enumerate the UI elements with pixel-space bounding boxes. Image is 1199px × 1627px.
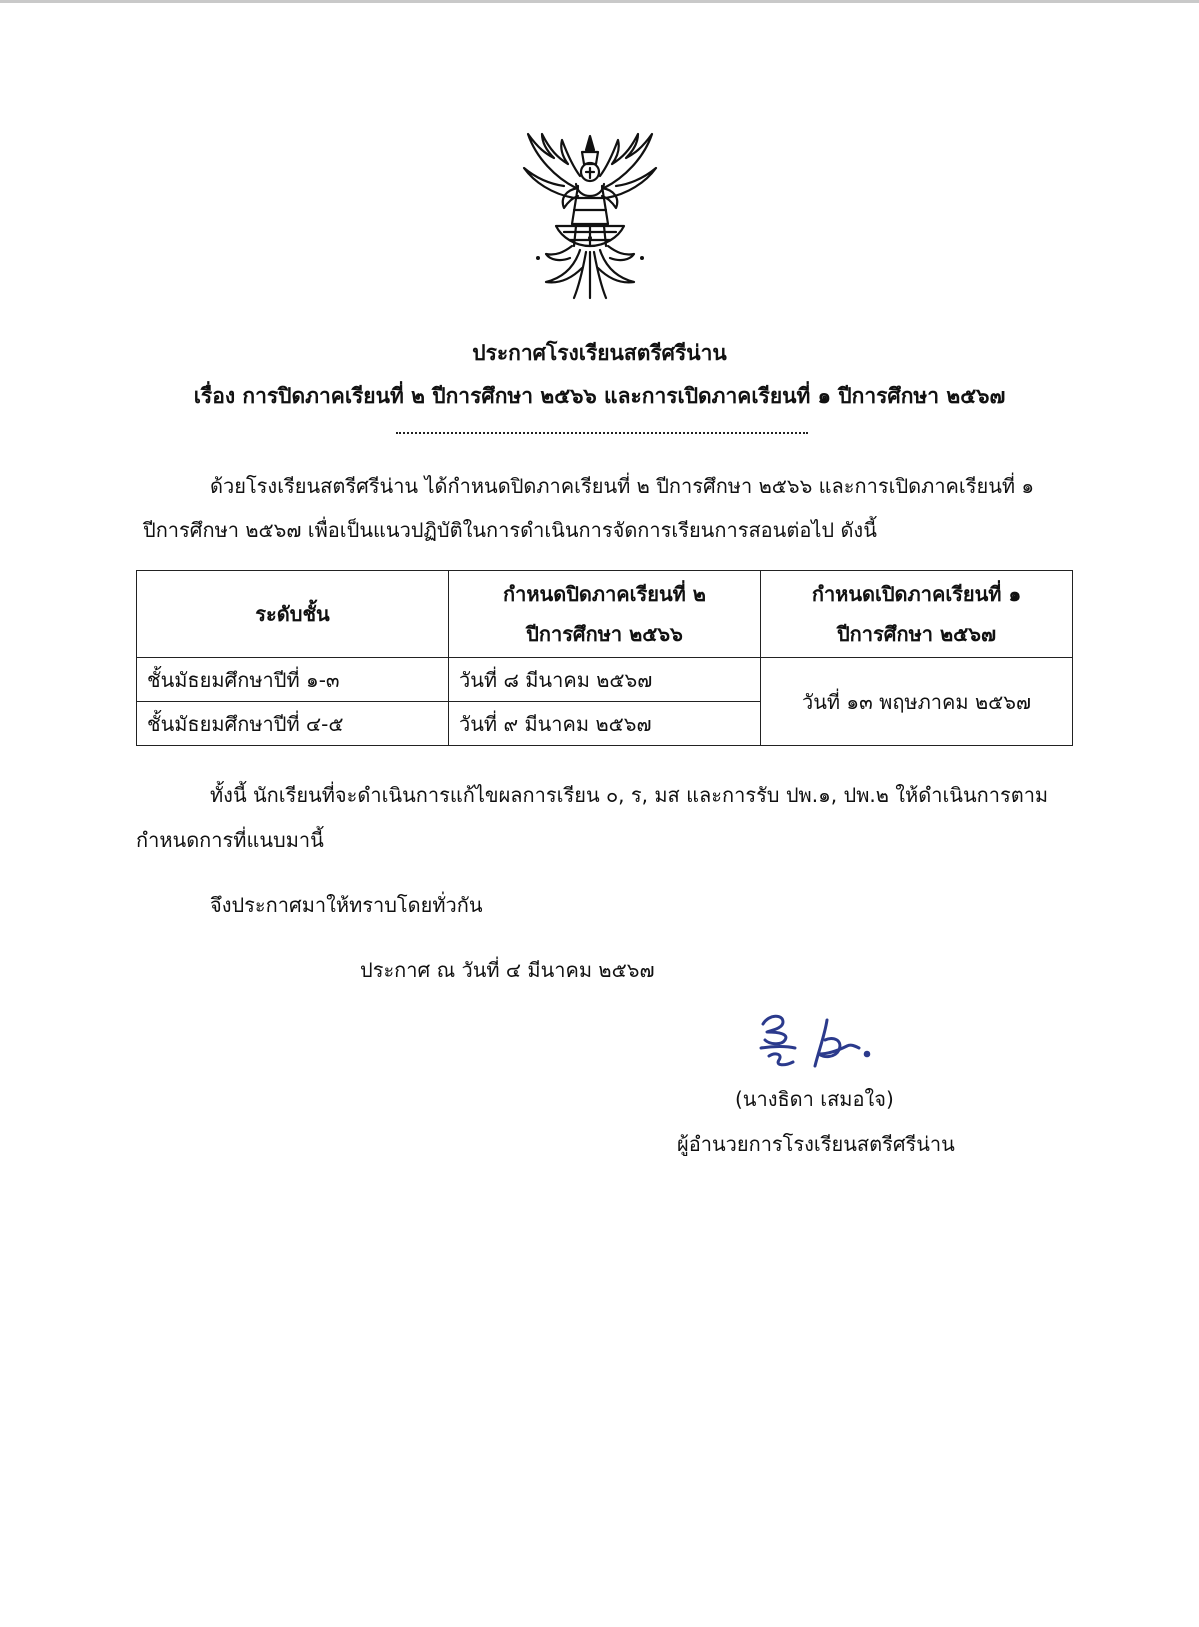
header-level: ระดับชั้น [137,571,449,658]
garuda-emblem-icon [516,128,664,300]
signer-name: (นางธิดา เสมอใจ) [735,1087,894,1111]
announcement-date: ประกาศ ณ วันที่ ๔ มีนาคม ๒๕๖๗ [360,958,655,982]
intro-line-1: ด้วยโรงเรียนสตรีศรีน่าน ได้กำหนดปิดภาคเรียนที่ ๒ ปีการศึกษา ๒๕๖๖ และการเปิดภาคเรียนที่ ๑ [210,474,1035,498]
table-row [137,658,1073,702]
note-line-2: กำหนดการที่แนบมานี้ [136,828,324,852]
row-close-date: วันที่ ๙ มีนาคม ๒๕๖๗ [449,702,761,746]
row-close-date: วันที่ ๘ มีนาคม ๒๕๖๗ [449,658,761,702]
signature-icon [755,1010,885,1076]
schedule-table [136,570,1073,746]
note-line-1: ทั้งนี้ นักเรียนที่จะดำเนินการแก้ไขผลการเรียน ๐, ร, มส และการรับ ปพ.๑, ปพ.๒ ให้ดำเนินการตาม [210,783,1049,807]
closing-statement: จึงประกาศมาให้ทราบโดยทั่วกัน [210,893,483,917]
announcement-title: ประกาศโรงเรียนสตรีศรีน่าน [472,341,727,365]
intro-line-2: ปีการศึกษา ๒๕๖๗ เพื่อเป็นแนวปฏิบัติในการดำเนินการจัดการเรียนการสอนต่อไป ดังนี้ [143,518,877,542]
header-open-line-1: กำหนดเปิดภาคเรียนที่ ๑ [811,582,1022,606]
header-open-line-2: ปีการศึกษา ๒๕๖๗ [836,622,996,646]
table-header-row [137,571,1073,658]
header-close-line-1: กำหนดปิดภาคเรียนที่ ๒ [503,582,706,606]
row-level: ชั้นมัธยมศึกษาปีที่ ๑-๓ [137,658,449,702]
header-close-line-2: ปีการศึกษา ๒๕๖๖ [526,622,683,646]
header-open-term [761,571,1073,658]
top-border [0,0,1199,3]
header-close-term [449,571,761,658]
row-level: ชั้นมัธยมศึกษาปีที่ ๔-๕ [137,702,449,746]
dotted-divider [396,432,808,434]
announcement-subject: เรื่อง การปิดภาคเรียนที่ ๒ ปีการศึกษา ๒๕๖๖ และการเปิดภาคเรียนที่ ๑ ปีการศึกษา ๒๕๖๗ [193,384,1006,408]
signer-title: ผู้อำนวยการโรงเรียนสตรีศรีน่าน [677,1132,955,1156]
open-date-merged-cell: วันที่ ๑๓ พฤษภาคม ๒๕๖๗ [761,658,1073,746]
